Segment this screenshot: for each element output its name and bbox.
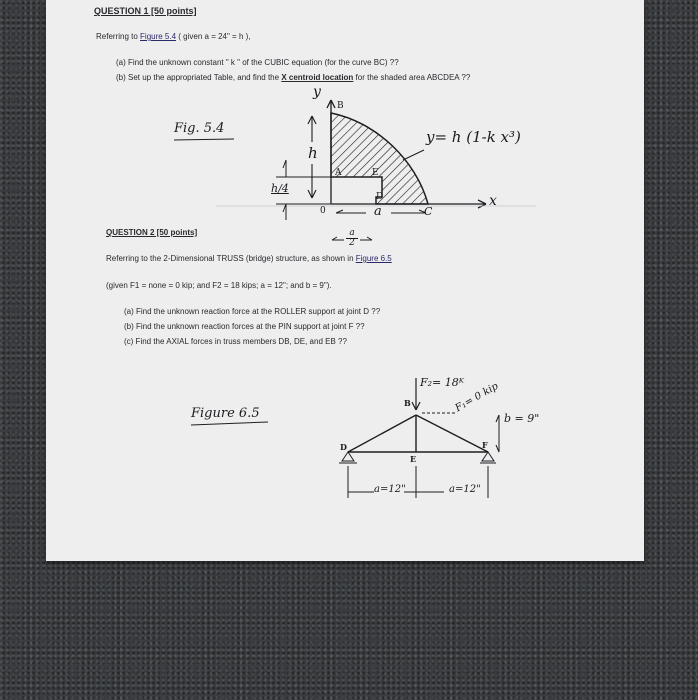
- load-f1-label: F₁= 0 kip: [453, 380, 501, 415]
- q2-part-a: (a) Find the unknown reaction force at the ROLLER support at joint D ??: [124, 307, 381, 316]
- joint-d-label: D: [340, 442, 347, 452]
- q2-given: (given F1 = none = 0 kip; and F2 = 18 kips; a = 12"; and b = 9").: [106, 281, 332, 290]
- height-h-label: h: [308, 144, 318, 162]
- a-half-numerator: a: [346, 229, 358, 239]
- point-a-label: A: [335, 168, 342, 178]
- q2-intro-pre: Referring to the 2-Dimensional TRUSS (bridge) structure, as shown in: [106, 254, 356, 263]
- origin-label: 0: [320, 206, 326, 216]
- q1-intro-post: ( given a = 24" = h ),: [176, 32, 251, 41]
- q1-part-b-post: for the shaded area ABCDEA ??: [353, 73, 471, 82]
- member-bf: [416, 415, 488, 452]
- figure-6-5-drawing: [46, 0, 644, 561]
- q2-heading: QUESTION 2 [50 points]: [106, 228, 198, 237]
- point-b-label: B: [337, 101, 344, 111]
- point-c-label: C: [424, 205, 433, 218]
- q1-figure-link[interactable]: Figure 5.4: [140, 32, 177, 41]
- q2-figure-link[interactable]: Figure 6.5: [355, 254, 392, 263]
- joint-b-label: B: [404, 398, 411, 408]
- joint-f-label: F: [482, 440, 488, 450]
- q1-part-b-bold: X centroid location: [281, 73, 354, 82]
- point-e-label: E: [372, 168, 379, 178]
- height-h4-label: h/4: [271, 182, 289, 195]
- dimension-a-right-label: a=12": [449, 484, 481, 495]
- curve-equation: y= h (1-k x³): [426, 128, 521, 146]
- q1-heading: QUESTION 1 [50 points]: [94, 6, 197, 16]
- question-sheet: [46, 0, 644, 561]
- dimension-a-left-label: a=12": [374, 484, 406, 495]
- q1-intro-pre: Referring to: [96, 32, 141, 41]
- point-d-label: D: [376, 192, 384, 202]
- member-db: [348, 415, 416, 452]
- y-axis-label: y: [313, 84, 321, 100]
- width-a-label: a: [374, 204, 382, 219]
- q2-part-c: (c) Find the AXIAL forces in truss members DB, DE, and EB ??: [124, 337, 347, 346]
- load-f2-label: F₂= 18ᴷ: [420, 376, 464, 389]
- q2-part-b: (b) Find the unknown reaction forces at the PIN support at joint F ??: [124, 322, 365, 331]
- figure-6-5-label: Figure 6.5: [191, 406, 260, 421]
- x-axis-label: x: [489, 193, 497, 209]
- a-half-denominator: 2: [349, 238, 355, 248]
- q1-part-a: (a) Find the unknown constant " k " of the CUBIC equation (for the curve BC) ??: [116, 58, 399, 67]
- figure-5-4-label: Fig. 5.4: [174, 121, 225, 136]
- joint-e-label: E: [410, 454, 417, 464]
- dimension-b-label: b = 9": [504, 412, 540, 425]
- q1-part-b-pre: (b) Set up the appropriated Table, and find the: [116, 73, 282, 82]
